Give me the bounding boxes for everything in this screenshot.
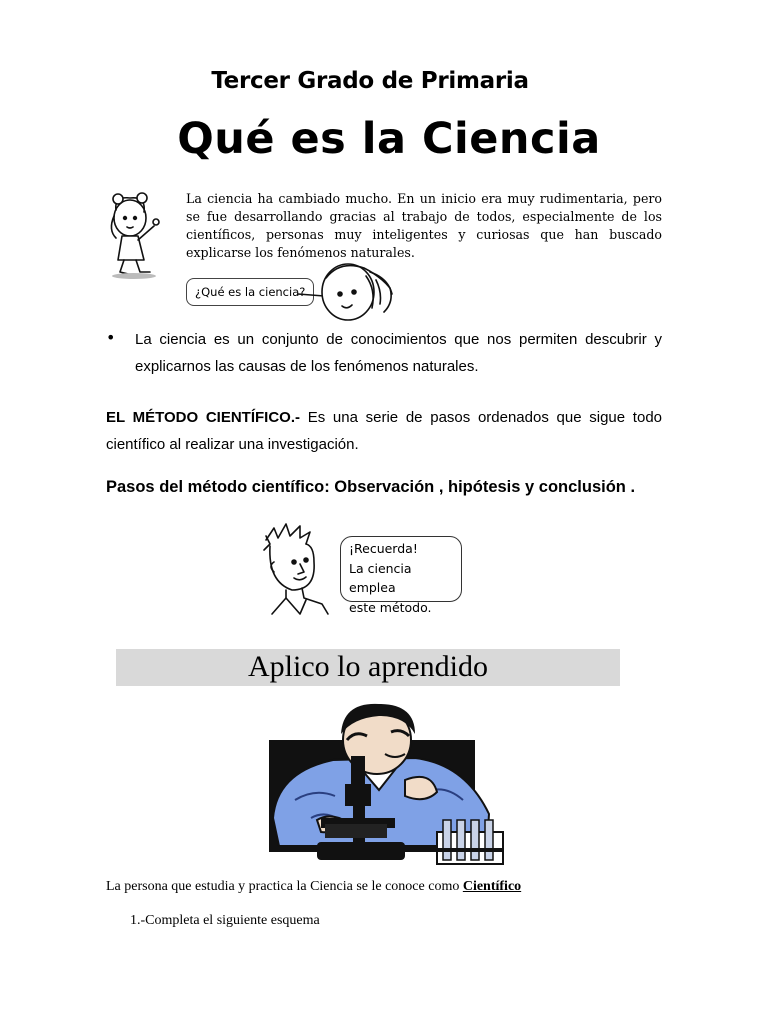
reminder-speech-bubble: [340, 536, 462, 615]
reminder-line-3: este método.: [349, 599, 432, 615]
scientist-sentence: [106, 879, 521, 895]
method-steps-heading: Pasos del método científico: Observación , hipótesis y conclusión .: [106, 478, 636, 496]
scientist-microscope-illustration: [255, 700, 511, 868]
reminder-line-1: ¡Recuerda!: [349, 541, 418, 556]
science-definition-item: [106, 326, 662, 380]
intro-paragraph: La ciencia ha cambiado mucho. En un inicio era muy rudimentaria, pero se fue desarrollando gracias al trabajo de todos, especialmente de los científicos, personas muy inteligentes y curiosas que han buscado explicarse los fenómenos naturales.: [186, 191, 662, 260]
page-title: Qué es la Ciencia: [177, 114, 601, 164]
girl-face-illustration: [296, 258, 398, 324]
scientist-answer: Científico: [462, 879, 522, 894]
scientist-sentence-text: La persona que estudia y practica la Ciencia se le conoce como: [106, 879, 463, 894]
girl-illustration: [104, 186, 174, 280]
section-banner: [116, 649, 620, 686]
boy-illustration: [256, 522, 348, 616]
task-instruction: 1.-Completa el siguiente esquema: [130, 913, 320, 928]
bullet-point: •: [106, 328, 116, 347]
question-bubble-text: ¿Qué es la ciencia?: [195, 285, 306, 299]
scientific-method-definition: Es una serie de pasos ordenados que sigue todo científico al realizar una investigación.: [106, 409, 663, 453]
grade-heading: Tercer Grado de Primaria: [211, 68, 529, 94]
section-title: Aplico lo aprendido: [248, 650, 488, 683]
science-definition-text: La ciencia es un conjunto de conocimientos que nos permiten descubrir y explicarnos las causas de los fenómenos naturales.: [135, 331, 662, 375]
scientific-method-term: EL MÉTODO CIENTÍFICO.-: [106, 409, 301, 426]
scientific-method-paragraph: [106, 404, 662, 458]
reminder-line-2: La ciencia emplea: [349, 560, 412, 595]
